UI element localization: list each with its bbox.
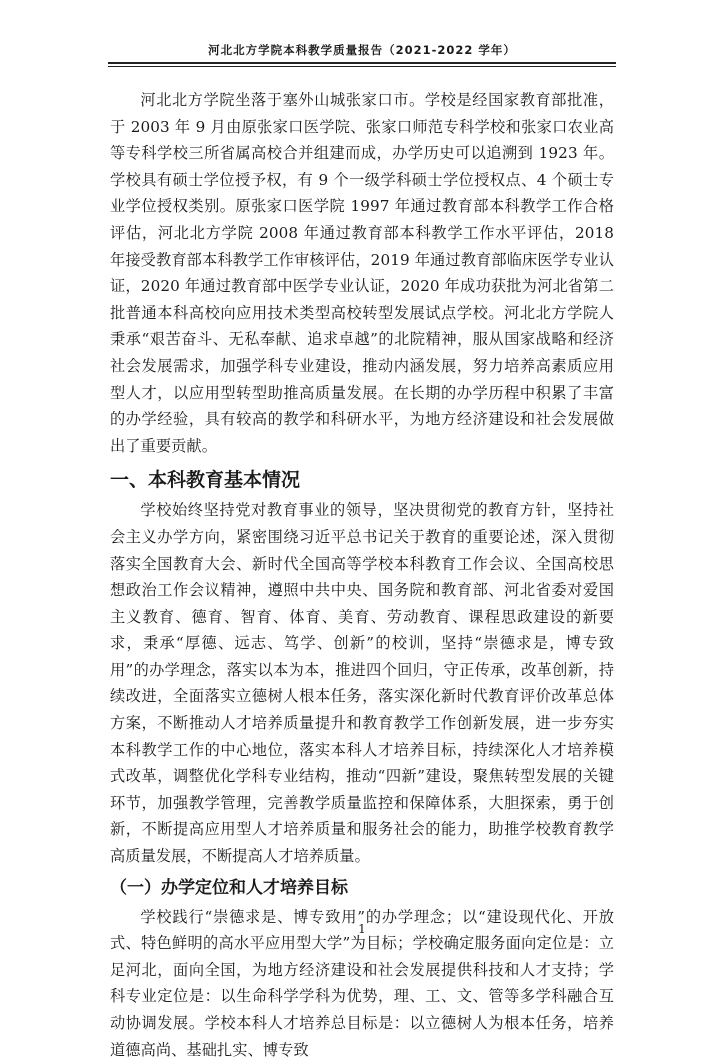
running-header: 河北北方学院本科教学质量报告（2021-2022 学年） — [208, 43, 516, 57]
header-rule-thick — [108, 62, 616, 64]
section-paragraph: 学校始终坚持党对教育事业的领导，坚决贯彻党的教育方针，坚持社会主义办学方向，紧密围绕习近平总书记关于教育的重要论述，深入贯彻落实全国教育大会、新时代全国高等学校本科教育工作会议、全国高校思想政治工作会议精神，遵照中共中央、国务院和教育部、河北省委对爱国主义教育、德育、智育、体育、美育、劳动教育、课程思政建设的新要求，秉承“厚德、远志、笃学、创新”的校训，坚持“崇德求是，博专致用”的办学理念，落实以本为本，推进四个回归，守正传承，改革创新，持续改进，全面落实立德树人根本任务，落实深化新时代教育评价改革总体方案，不断推动人才培养质量提升和教育教学工作创新发展，进一步夯实本科教学工作的中心地位，落实本科人才培养目标，持续深化人才培养模式改革，调整优化学科专业结构，推动“四新”建设，聚焦转型发展的关键环节，加强教学管理，完善教学质量监控和保障体系，大胆探索，勇于创新，不断提高应用型人才培养质量和服务社会的能力，助推学校教育教学高质量发展，不断提高人才培养质量。 — [110, 501, 614, 866]
page-body — [110, 87, 614, 1063]
section-heading: 一、本科教育基本情况 — [110, 469, 301, 492]
intro-paragraph: 河北北方学院坐落于塞外山城张家口市。学校是经国家教育部批准，于 2003 年 9 月由原张家口医学院、张家口师范专科学校和张家口农业高等专科学校三所省属高校合并组建而成，办学历史可以追溯到 1923 年。学校具有硕士学位授予权，有 9 个一级学科硕士学位授权点、4 个硕士专业学位授权类别。原张家口医学院 1997 年通过教育部本科教学工作合格评估，河北北方学院 2008 年通过教育部本科教学工作水平评估，2018 年接受教育部本科教学工作审核评估，2019 年通过教育部临床医学专业认证，2020 年通过教育部中医学专业认证，2020 年成功获批为河北省第二批普通本科高校向应用技术类型高校转型发展试点学校。河北北方学院人秉承“艰苦奋斗、无私奉献、追求卓越”的北院精神，服从国家战略和经济社会发展需求，加强学科专业建设，推动内涵发展，努力培养高素质应用型人才，以应用型转型助推高质量发展。在长期的办学历程中积累了丰富的办学经验，具有较高的教学和科研水平，为地方经济建设和社会发展做出了重要贡献。 — [110, 91, 614, 455]
subsection-heading: （一）办学定位和人才培养目标 — [110, 877, 348, 898]
header-rule-thin — [108, 66, 616, 67]
subsection-paragraph: 学校践行“崇德求是、博专致用”的办学理念；以“建设现代化、开放式、特色鲜明的高水平应用型大学”为目标；学校确定服务面向定位是：立足河北，面向全国，为地方经济建设和社会发展提供科技和人才支持；学科专业定位是：以生命科学学科为优势，理、工、文、管等多学科融合互动协调发展。学校本科人才培养总目标是：以立德树人为根本任务，培养道德高尚、基础扎实、博专致 — [110, 907, 614, 1059]
page-number: 1 — [358, 922, 366, 936]
